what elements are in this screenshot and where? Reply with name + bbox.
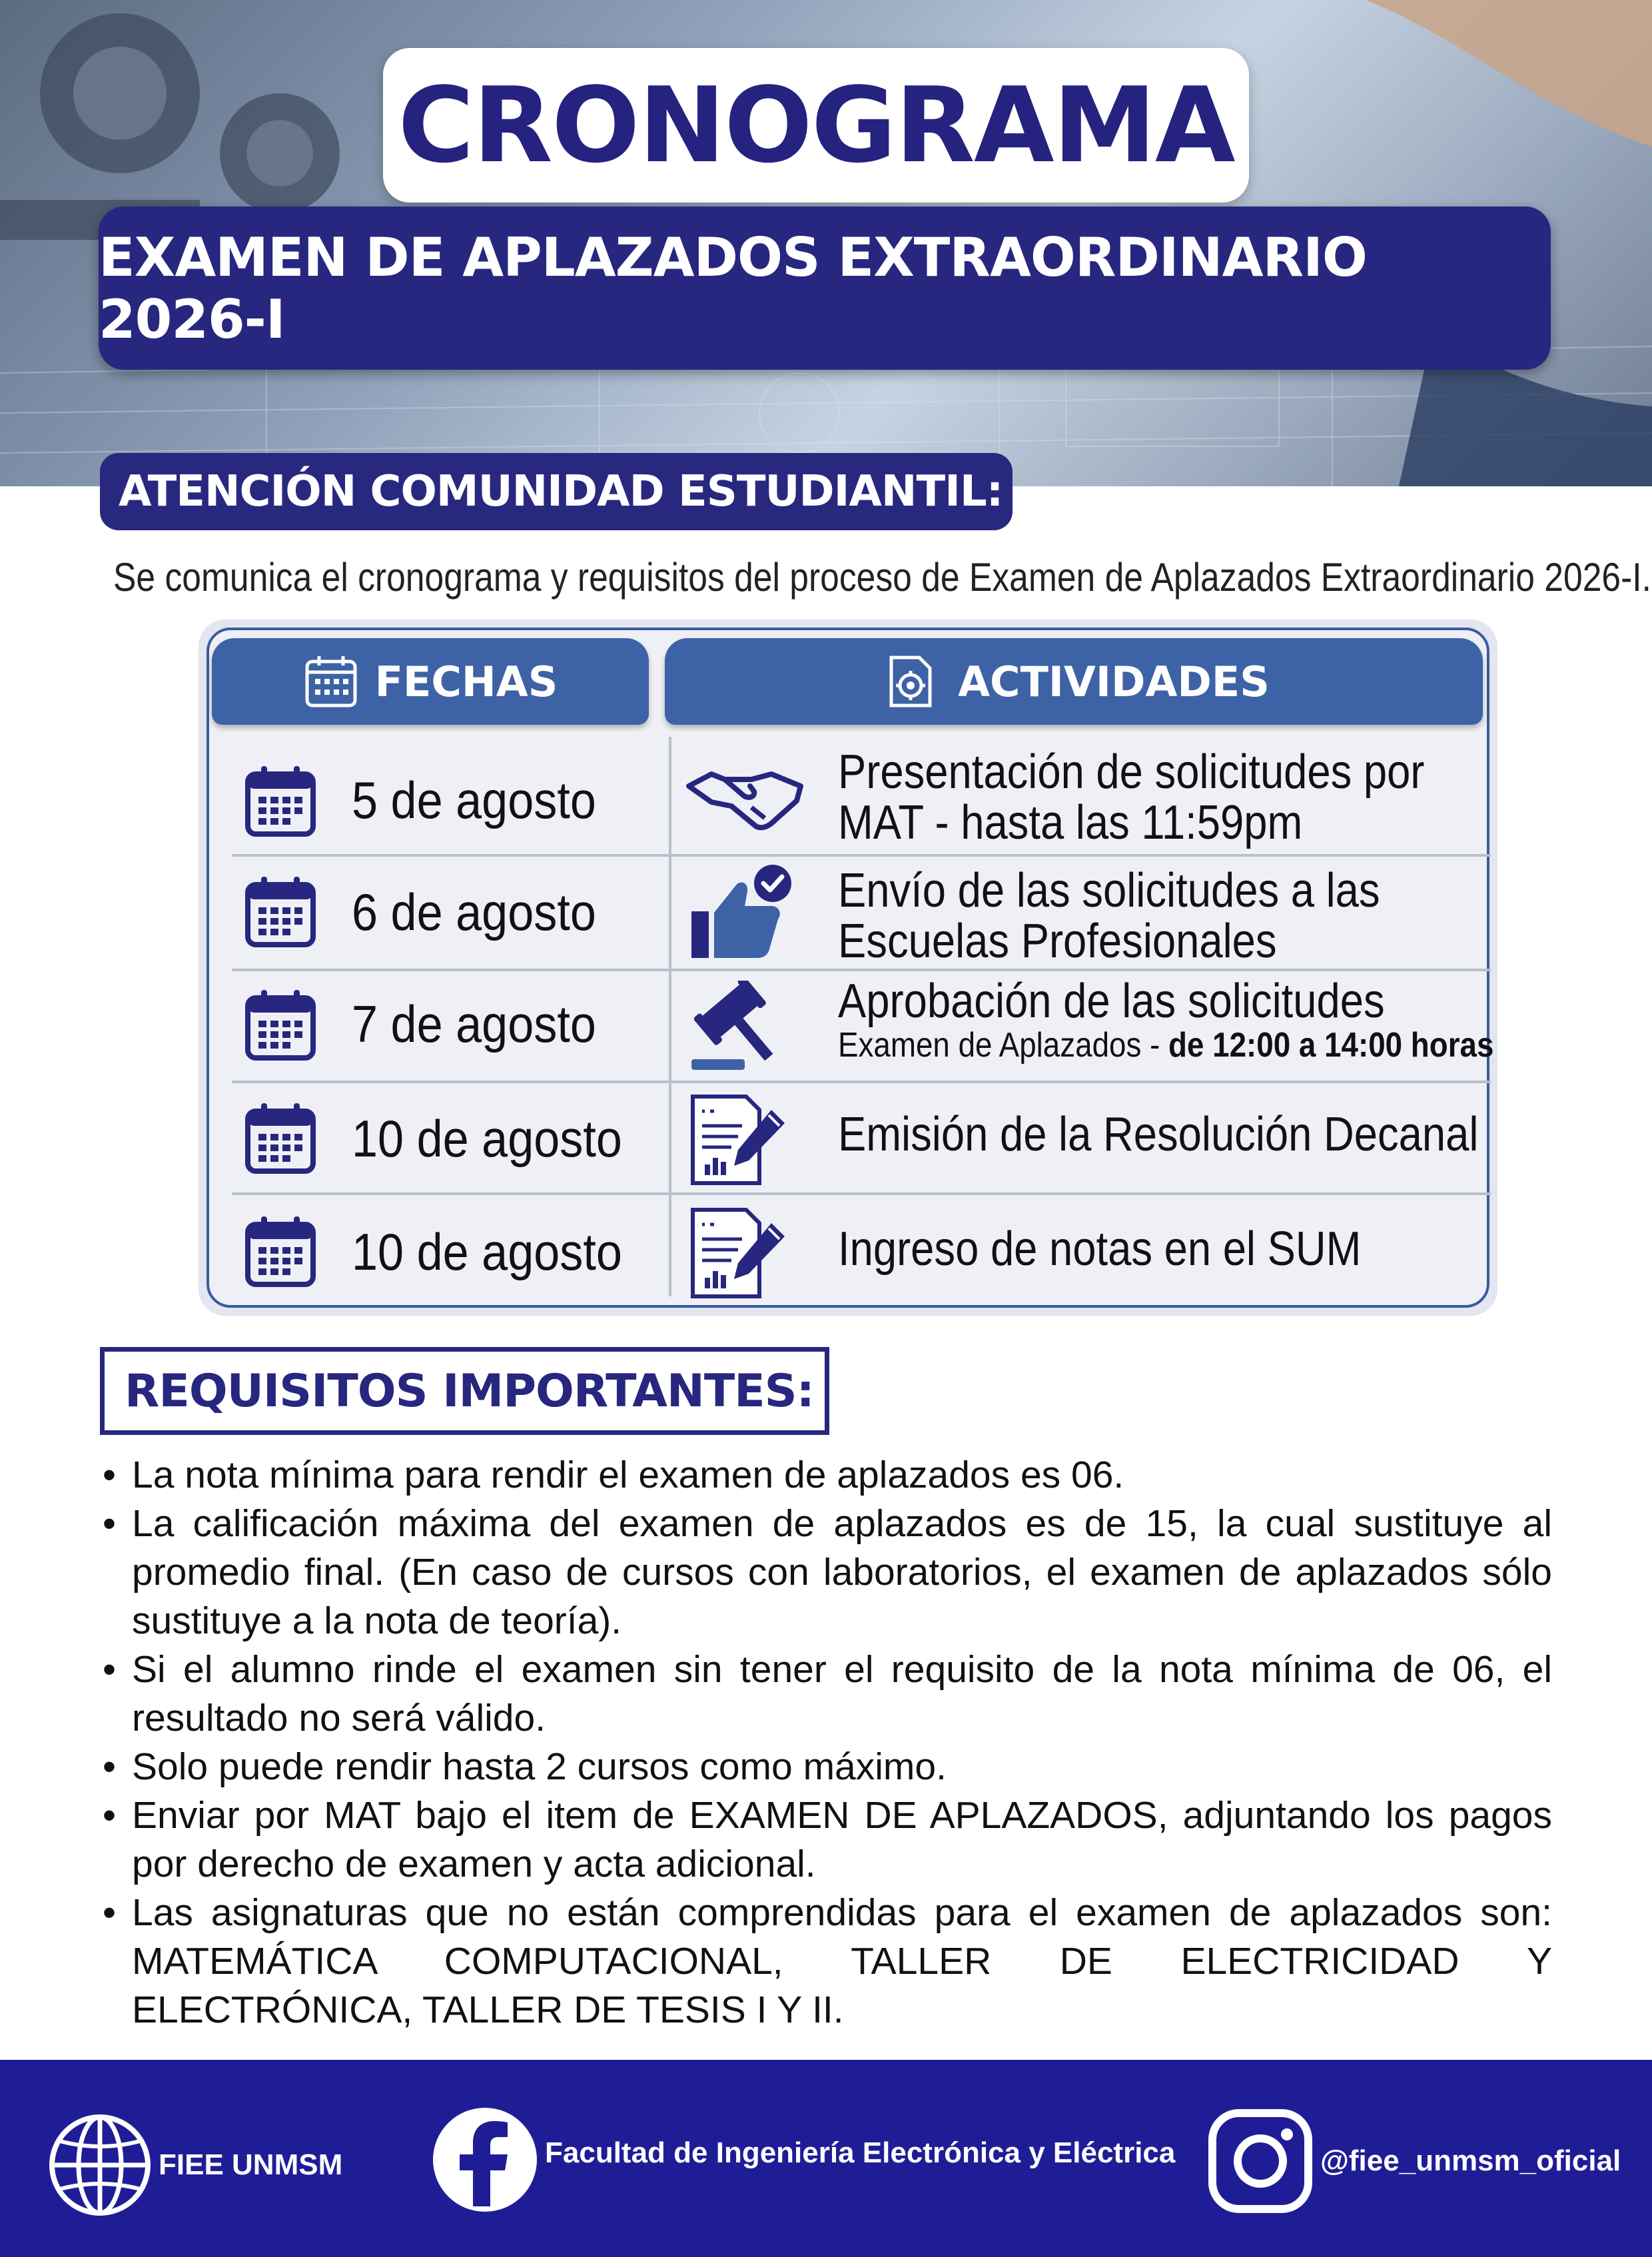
calendar-icon (244, 1215, 317, 1288)
calendar-icon (244, 1102, 317, 1175)
row-activity-hours: de 12:00 a 14:00 horas (1168, 1025, 1494, 1065)
schedule-row (232, 857, 1491, 969)
thumbs-up-check-icon (685, 863, 798, 963)
row-activity-line1: Envío de las solicitudes a las (838, 864, 1380, 917)
row-activity (838, 1110, 1478, 1160)
row-activity-line2: MAT - hasta las 11:59pm (838, 795, 1303, 849)
title-card (383, 48, 1249, 203)
row-date: 6 de agosto (352, 883, 596, 941)
list-item: • La nota mínima para rendir el examen de aplazados es 06. (100, 1451, 1552, 1500)
row-date: 10 de agosto (352, 1222, 622, 1281)
subtitle-banner (99, 207, 1551, 370)
requirements-list (100, 1451, 1552, 2034)
intro-text: Se comunica el cronograma y requisitos del proceso de Examen de Aplazados Extraordinario 2026-I. (113, 555, 1651, 600)
gear-document-icon (878, 654, 942, 709)
globe-icon (47, 2112, 153, 2218)
row-activity-line1: Presentación de solicitudes por (838, 745, 1425, 799)
document-pen-icon (685, 1204, 791, 1300)
footer-facebook-label: Facultad de Ingeniería Electrónica y Eléctrica (545, 2136, 1176, 2169)
row-activity (838, 866, 1380, 967)
row-activity (838, 747, 1425, 848)
page-subtitle: EXAMEN DE APLAZADOS EXTRAORDINARIO 2026-I (99, 226, 1367, 350)
requirements-heading: REQUISITOS IMPORTANTES: (125, 1364, 814, 1418)
list-item: • Las asignaturas que no están comprendidas para el examen de aplazados son: MATEMÁTICA COMPUTACIONAL, TALLER DE ELECTRICIDAD Y ELECTRÓNICA, TALLER DE TESIS I Y II. (100, 1889, 1552, 2034)
schedule-row (232, 737, 1491, 854)
list-item: • Solo puede rendir hasta 2 cursos como máximo. (100, 1743, 1552, 1791)
calendar-icon (244, 765, 317, 838)
footer (0, 2060, 1652, 2257)
row-activity (838, 977, 1493, 1063)
calendar-icon (244, 875, 317, 949)
row-date: 5 de agosto (352, 771, 596, 829)
list-item: • La calificación máxima del examen de aplazados es de 15, la cual sustituye al promedio final. (En caso de cursos con laboratorios, el examen de aplazados sólo sustituye a la nota de teoría). (100, 1500, 1552, 1645)
requirements-heading-box (100, 1347, 829, 1435)
hero-banner (0, 0, 1652, 486)
row-activity-line2: Escuelas Profesionales (838, 914, 1277, 968)
handshake-icon (685, 759, 805, 839)
row-activity-prefix: Examen de Aplazados - (838, 1025, 1169, 1065)
row-activity (838, 1224, 1361, 1275)
gavel-icon (685, 981, 791, 1074)
calendar-icon (244, 989, 317, 1062)
header-actividades (665, 638, 1483, 725)
instagram-icon (1207, 2108, 1314, 2214)
schedule-table (199, 620, 1497, 1316)
page-title: CRONOGRAMA (398, 65, 1234, 186)
attention-heading: ATENCIÓN COMUNIDAD ESTUDIANTIL: (119, 467, 1003, 516)
row-activity-line1: Aprobación de las solicitudes (838, 975, 1385, 1028)
row-activity-line1: Emisión de la Resolución Decanal (838, 1108, 1479, 1161)
facebook-icon (432, 2106, 538, 2213)
header-fechas-label: FECHAS (374, 657, 558, 706)
list-item: • Si el alumno rinde el examen sin tener el requisito de la nota mínima de 06, el resultado no será válido. (100, 1645, 1552, 1743)
schedule-frame (206, 628, 1494, 1308)
list-item: • Enviar por MAT bajo el item de EXAMEN DE APLAZADOS, adjuntando los pagos por derecho de examen y acta adicional. (100, 1791, 1552, 1889)
footer-web-link[interactable] (47, 2112, 342, 2218)
attention-banner (100, 453, 1013, 530)
schedule-row (232, 1195, 1491, 1302)
footer-instagram-link[interactable] (1207, 2108, 1621, 2214)
header-fechas (212, 638, 649, 725)
footer-facebook-link[interactable] (432, 2106, 1175, 2213)
footer-instagram-label: @fiee_unmsm_oficial (1320, 2144, 1621, 2177)
calendar-icon (303, 654, 359, 709)
header-actividades-label: ACTIVIDADES (958, 657, 1270, 706)
footer-web-label: FIEE UNMSM (159, 2148, 343, 2181)
row-date: 10 de agosto (352, 1109, 622, 1168)
row-date: 7 de agosto (352, 995, 596, 1053)
schedule-row (232, 971, 1494, 1081)
document-pen-icon (685, 1091, 791, 1187)
row-activity-line2 (838, 1027, 1493, 1064)
row-activity-line1: Ingreso de notas en el SUM (838, 1222, 1362, 1276)
schedule-row (232, 1083, 1491, 1192)
